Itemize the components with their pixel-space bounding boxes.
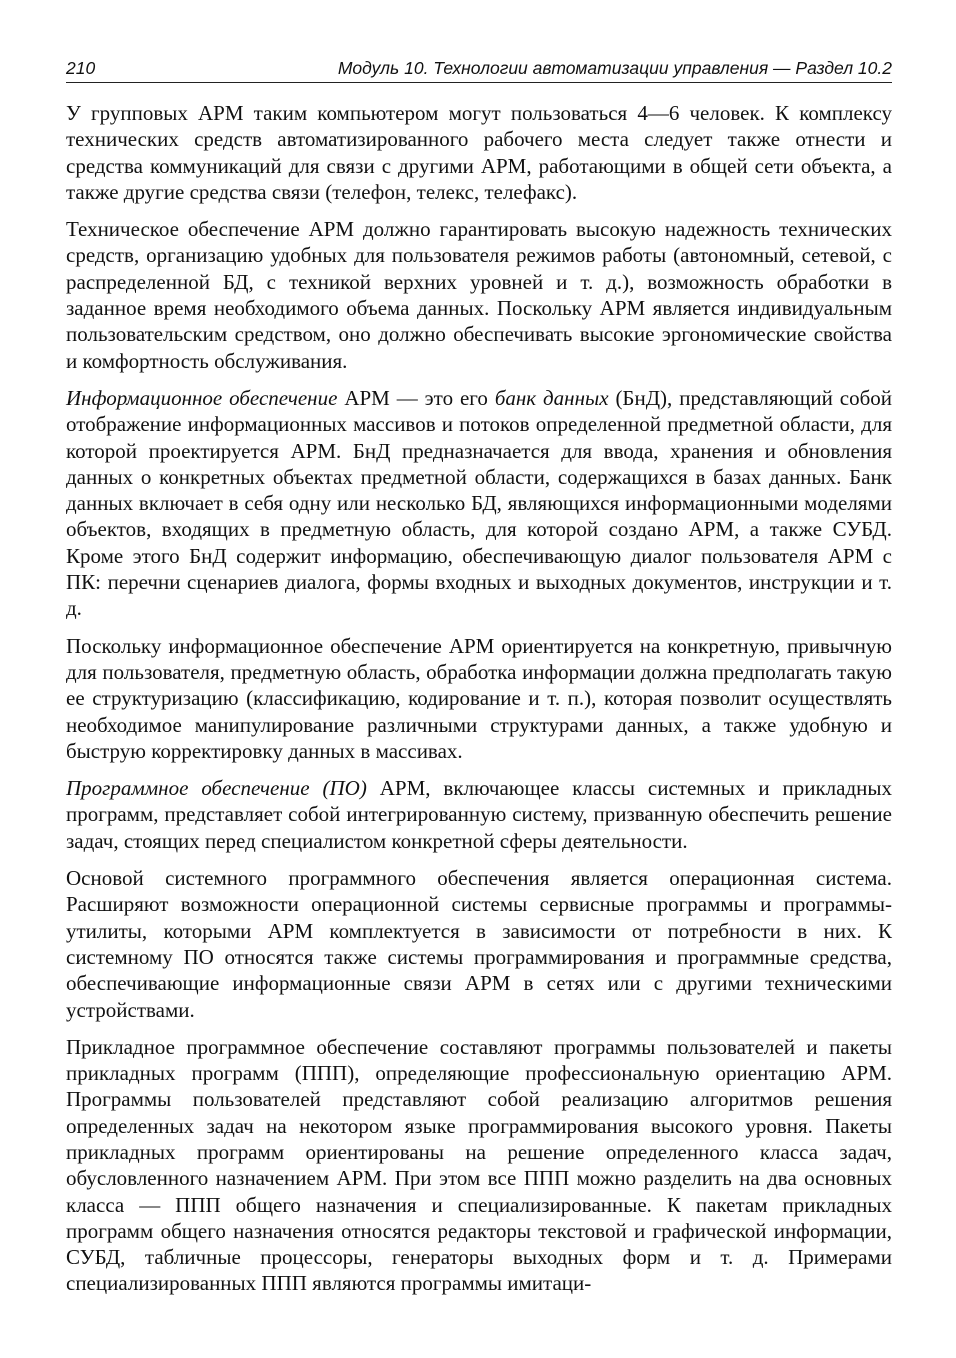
paragraph — [66, 216, 892, 374]
running-header — [66, 56, 892, 83]
term-software: Программное обеспечение (ПО) — [66, 776, 367, 801]
paragraph-text: АРМ, включающее классы системных и прикладных программ, представляет собой интегрированную систему, призванную обеспечить решение задач, стоящих перед специалистом конкретной сферы деятельности. — [66, 776, 892, 853]
paragraph-text: Основой системного программного обеспечения является операционная система. Расширяют возможности операционной системы сервисные программы и программы-утилиты, которыми АРМ комплектуется в зависимости от потребности в них. К системному ПО относятся также системы программирования и программные средства, обеспечивающие информационные связи АРМ в сетях или с другими техническими устройствами. — [66, 866, 892, 1022]
term-data-bank: банк данных — [494, 385, 609, 410]
paragraph-text: У групповых АРМ таким компьютером могут пользоваться 4—6 человек. К комплексу технических средств автоматизированного рабочего места следует также отнести и средства коммуникаций для связи с другими АРМ, работающими в общей сети объекта, а также другие средства связи (телефон, телекс, телефакс). — [66, 101, 892, 204]
page-number: 210 — [66, 58, 96, 78]
paragraph — [66, 1034, 892, 1297]
paragraph — [66, 385, 892, 622]
paragraph — [66, 775, 892, 854]
running-title: Модуль 10. Технологии автоматизации управления — Раздел 10.2 — [337, 58, 892, 78]
page-body — [66, 100, 892, 1297]
paragraph-text: (БнД), представляющий собой отображение информационных массивов и потоков определенной предметной области, для которой проектируется АРМ. БнД предназначается для ввода, хранения и обновления данных о конкретных объектах предметной области, содержащихся в базах данных. Банк данных включает в себя одну или несколько БД, являющихся информационными моделями объектов, входящих в предметную область, для которой создано АРМ, а также СУБД. Кроме этого БнД содержит информацию, обеспечивающую диалог пользователя АРМ с ПК: перечни сценариев диалога, формы входных и выходных документов, инструкции и т. д. — [66, 385, 893, 621]
paragraph-text: Прикладное программное обеспечение составляют программы пользователей и пакеты прикладных программ (ППП), определяющие профессиональную ориентацию АРМ. Программы пользователей представляют собой реализацию алгоритмов решения определенных задач на некотором языке программирования высокого уровня. Пакеты прикладных программ ориентированы на решение определенного класса задач, обусловленного назначением АРМ. При этом все ППП можно разделить на два основных класса — ППП общего назначения и специализированные. К пакетам прикладных программ общего назначения относятся редакторы текстовой и графической информации, СУБД, табличные процессоры, генераторы выходных форм и т. д. Примерами специализированных ППП являются программы имитаци- — [66, 1034, 892, 1296]
paragraph — [66, 865, 892, 1023]
paragraph-text: Поскольку информационное обеспечение АРМ ориентируется на конкретную, привычную для пользователя, предметную область, обработка информации должна предполагать такую ее структуризацию (классификацию, кодирование и т. п.), которая позволит осуществлять необходимое манипулирование различными структурами данных, а также удобную и быструю корректировку данных в массивах. — [66, 633, 892, 763]
paragraph — [66, 633, 892, 764]
paragraph — [66, 100, 892, 205]
paragraph-text: АРМ — это его — [337, 385, 495, 410]
paragraph-text: Техническое обеспечение АРМ должно гарантировать высокую надежность технических средств, организацию удобных для пользователя режимов работы (автономный, сетевой, с распределенной БД, с техникой верхних уровней и т. д.), возможность обработки в заданное время необходимого объема данных. Поскольку АРМ является индивидуальным пользовательским средством, оно должно обеспечивать высокие эргономические свойства и комфортность обслуживания. — [66, 217, 892, 373]
term-information-support: Информационное обеспечение — [66, 385, 338, 410]
